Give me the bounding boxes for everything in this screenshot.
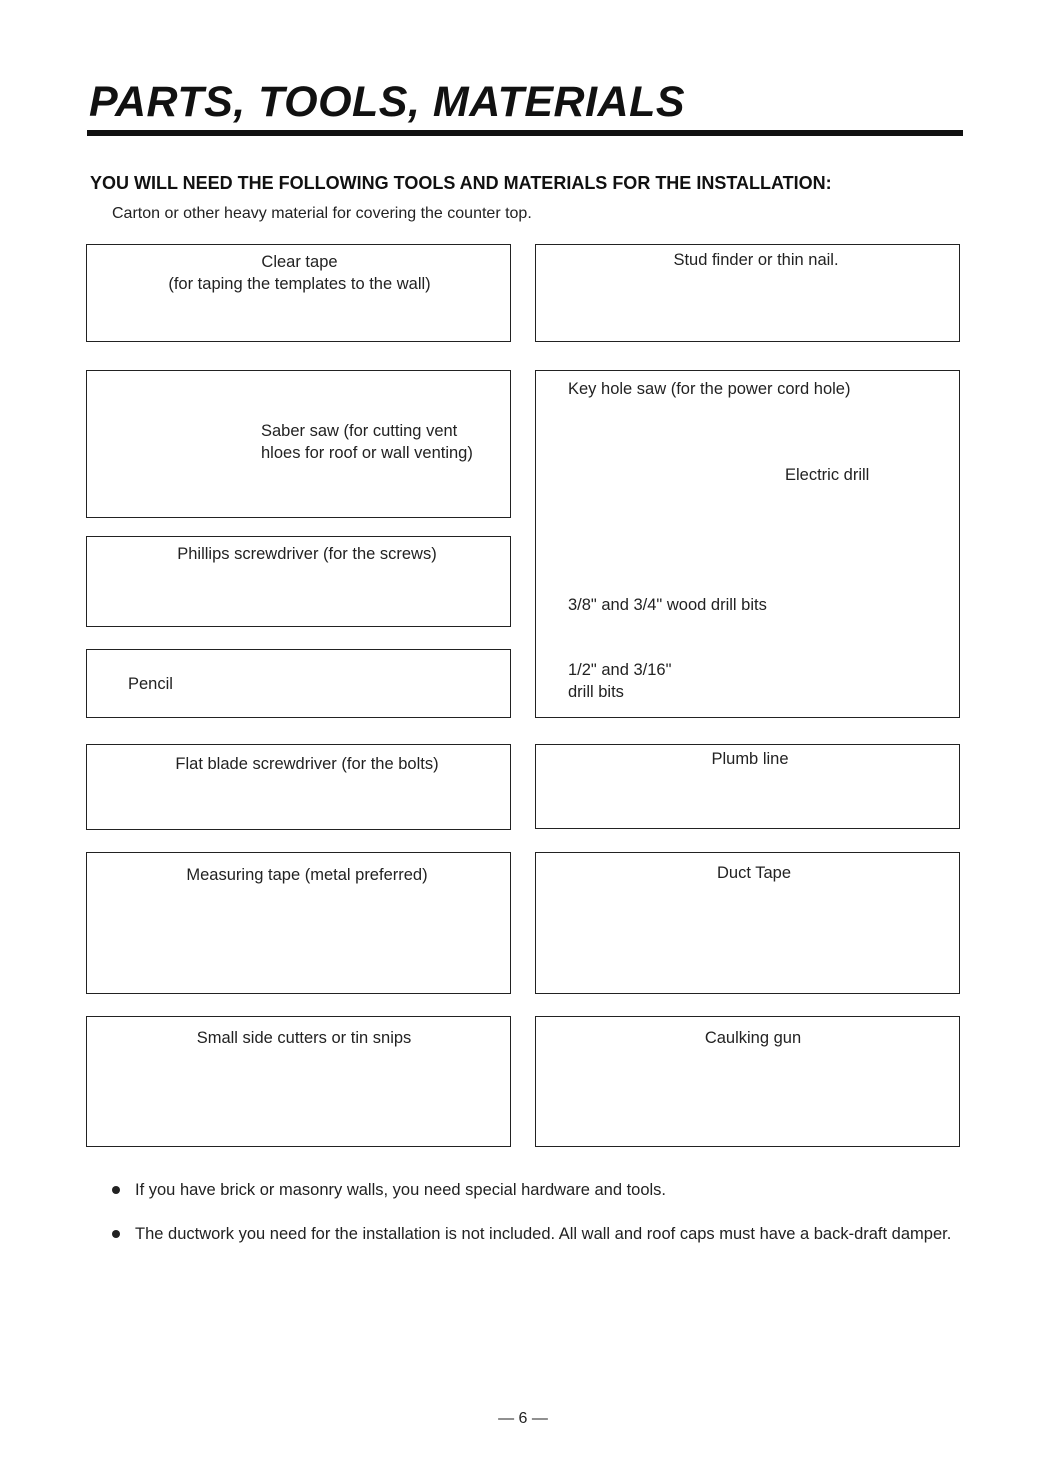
box-plumb-line: [535, 744, 960, 829]
box-flat-blade-screwdriver: [86, 744, 511, 830]
note-text: The ductwork you need for the installation is not included. All wall and roof caps must have a back-draft damper.: [135, 1225, 952, 1243]
pencil-label: Pencil: [128, 675, 173, 693]
plumb-line-label: Plumb line: [711, 750, 789, 768]
section-heading: YOU WILL NEED THE FOLLOWING TOOLS AND MATERIALS FOR THE INSTALLATION:: [90, 173, 832, 193]
box-stud-finder: [535, 244, 960, 342]
measuring-tape-label: Measuring tape (metal preferred): [186, 866, 428, 884]
stud-finder-label: Stud finder or thin nail.: [673, 251, 839, 269]
bullet-icon: [112, 1186, 120, 1194]
box-pencil: [86, 649, 511, 718]
box-phillips-screwdriver: [86, 536, 511, 627]
page-title: PARTS, TOOLS, MATERIALS: [89, 78, 686, 126]
box-clear-tape: [86, 244, 511, 342]
bullet-icon: [112, 1230, 120, 1238]
saber-saw-label: Saber saw (for cutting vent: [261, 422, 458, 440]
saber-saw-note: hloes for roof or wall venting): [261, 444, 473, 462]
box-caulking-gun: [535, 1016, 960, 1147]
drill-bits-note: drill bits: [568, 683, 624, 701]
box-duct-tape: [535, 852, 960, 994]
drill-bits-label: 1/2" and 3/16": [568, 661, 672, 679]
page-number: — 6 —: [498, 1410, 548, 1427]
clear-tape-label: Clear tape: [261, 253, 338, 271]
key-hole-saw-label: Key hole saw (for the power cord hole): [568, 380, 851, 398]
phillips-label: Phillips screwdriver (for the screws): [177, 545, 437, 563]
title-underline: [87, 130, 963, 136]
box-saber-saw: [86, 370, 511, 518]
duct-tape-label: Duct Tape: [717, 864, 791, 882]
box-drill-tools: [535, 370, 960, 718]
wood-drill-bits-label: 3/8" and 3/4" wood drill bits: [568, 596, 767, 614]
flat-blade-label: Flat blade screwdriver (for the bolts): [175, 755, 439, 773]
caulking-gun-label: Caulking gun: [704, 1029, 802, 1047]
box-side-cutters: [86, 1016, 511, 1147]
side-cutters-label: Small side cutters or tin snips: [196, 1029, 412, 1047]
electric-drill-label: Electric drill: [785, 466, 870, 484]
intro-text: Carton or other heavy material for covering the counter top.: [112, 205, 532, 222]
clear-tape-note: (for taping the templates to the wall): [168, 275, 431, 293]
box-measuring-tape: [86, 852, 511, 994]
note-text: If you have brick or masonry walls, you need special hardware and tools.: [135, 1181, 667, 1199]
